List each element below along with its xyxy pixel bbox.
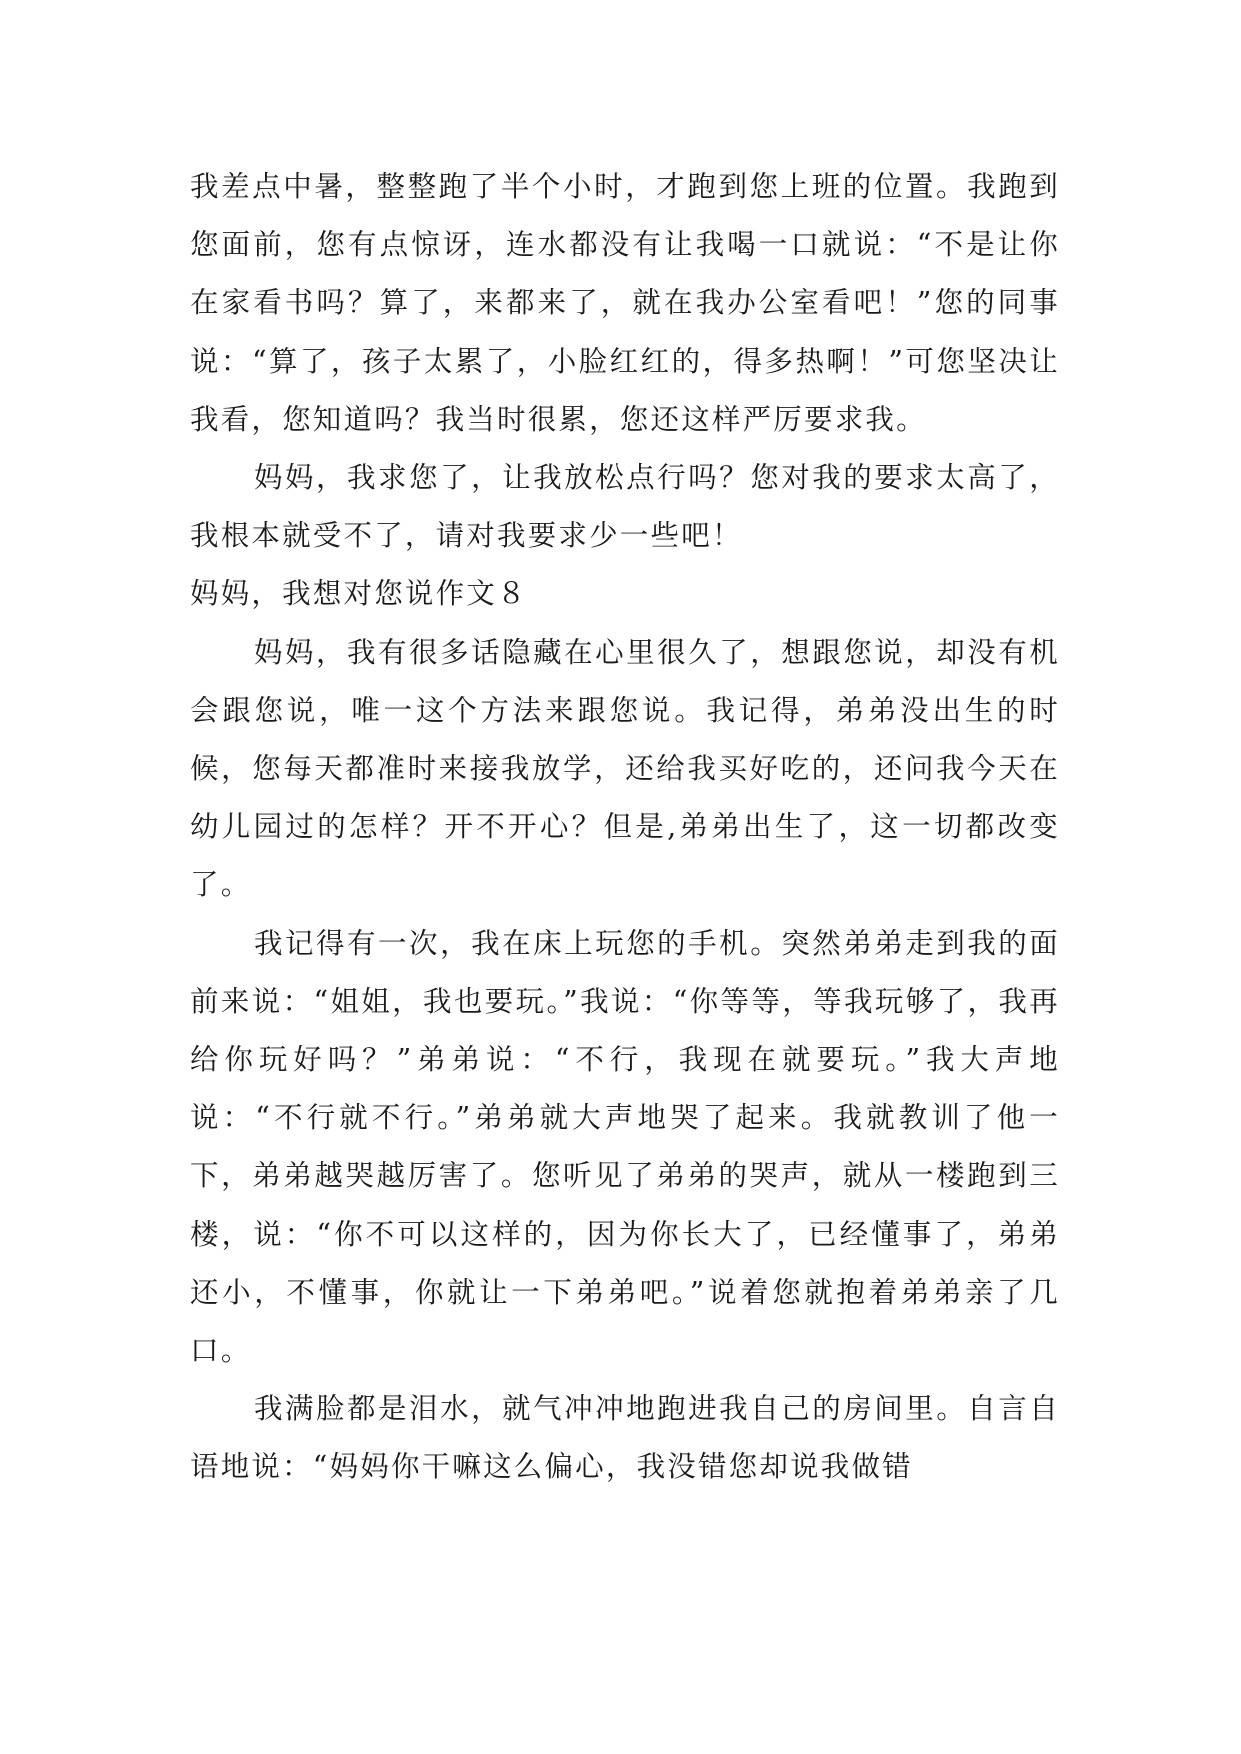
section-paragraph-2: 我记得有一次，我在床上玩您的手机。突然弟弟走到我的面前来说：“姐姐，我也要玩。”我说：“你等等，等我玩够了，我再给你玩好吗？”弟弟说：“不行，我现在就要玩。”我大声地说：“不行就不行。”弟弟就大声地哭了起来。我就教训了他一下，弟弟越哭越厉害了。您听见了弟弟的哭声，就从一楼跑到三楼，说：“你不可以这样的，因为你长大了，已经懂事了，弟弟还小，不懂事，你就让一下弟弟吧。”说着您就抱着弟弟亲了几口。 <box>190 926 1060 1368</box>
paragraph-2: 妈妈，我求您了，让我放松点行吗？您对我的要求太高了，我根本就受不了，请对我要求少一些吧！ <box>190 461 1060 553</box>
paragraph-1: 我差点中暑，整整跑了半个小时，才跑到您上班的位置。我跑到您面前，您有点惊讶，连水都没有让我喝一口就说：“不是让你在家看书吗？算了，来都来了，就在我办公室看吧！”您的同事说：“算了，孩子太累了，小脸红红的，得多热啊！”可您坚决让我看，您知道吗？我当时很累，您还这样严厉要求我。 <box>190 170 1060 436</box>
document-body <box>190 158 1060 1497</box>
section-paragraph-1: 妈妈，我有很多话隐藏在心里很久了，想跟您说，却没有机会跟您说，唯一这个方法来跟您说。我记得，弟弟没出生的时候，您每天都准时来接我放学，还给我买好吃的，还问我今天在幼儿园过的怎样？开不开心？但是,弟弟出生了，这一切都改变了。 <box>190 635 1060 902</box>
section-paragraph-3: 我满脸都是泪水，就气冲冲地跑进我自己的房间里。自言自语地说：“妈妈你干嘛这么偏心，我没错您却说我做错 <box>190 1392 1060 1484</box>
section-title: 妈妈，我想对您说作文８ <box>190 577 528 611</box>
